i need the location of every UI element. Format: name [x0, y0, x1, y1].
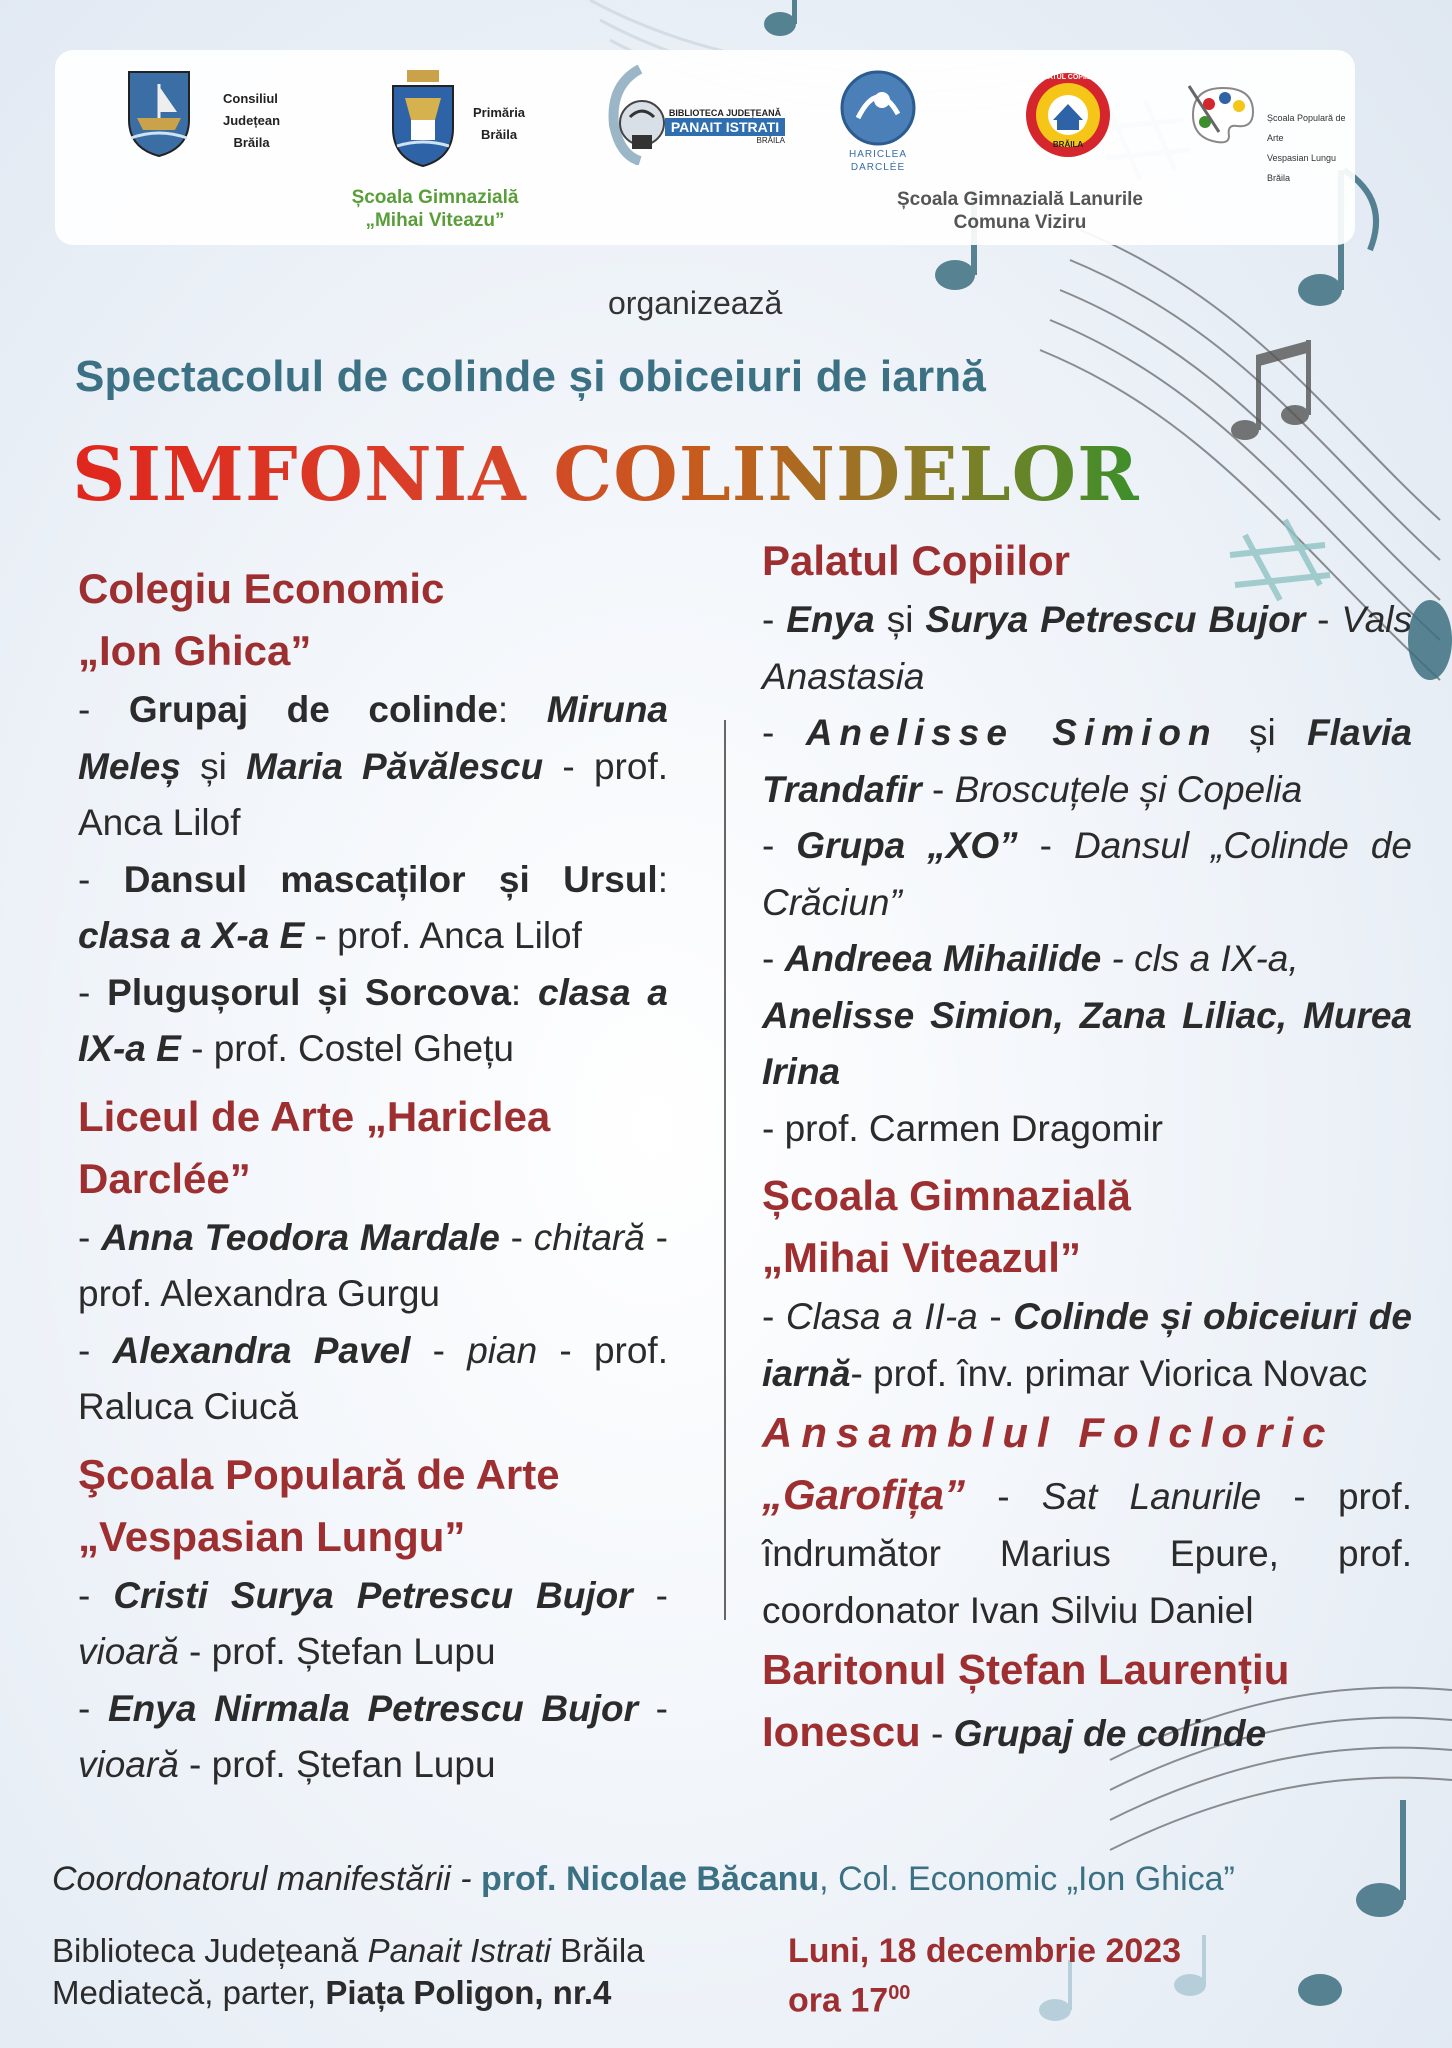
column-divider: [724, 720, 726, 1620]
event-subtitle: Spectacolul de colinde și obiceiuri de iarnă: [75, 352, 987, 401]
program-item: - Enya Nirmala Petrescu Bujor - vioară - prof. Ștefan Lupu: [78, 1687, 669, 1785]
biblioteca-panait-istrati-logo: [600, 65, 670, 165]
primaria-braila-coat-of-arms-icon: [387, 68, 459, 168]
program-item: - Alexandra Pavel - pian - prof. Raluca Ciucă: [78, 1329, 668, 1427]
hariclea-darclee-logo: [838, 68, 918, 148]
program-item: Ionescu - Grupaj de colinde: [762, 1708, 1267, 1755]
consiliu-judetean-label: Consiliul Județean Brăila: [223, 91, 281, 150]
event-main-title: SIMFONIA COLINDELOR: [72, 432, 1140, 518]
org-liceul-de-arte: Liceul de Arte „Hariclea Darclée”: [78, 1092, 551, 1202]
biblioteca-label: BIBLIOTECA JUDEȚEANĂ PANAIT ISTRATI BRĂILA: [665, 108, 785, 145]
org-scoala-gimnaziala-mihai-viteazul: Școala Gimnazială „Mihai Viteazul”: [762, 1172, 1131, 1281]
scoala-populara-logo-label: Școala Populară de Arte Vespasian Lungu Brăila: [1267, 113, 1346, 183]
org-baritonul: Baritonul Ștefan Laurențiu: [762, 1646, 1290, 1693]
event-venue: Biblioteca Județeană Panait Istrati Brăila Mediatecă, parter, Piața Poligon, nr.4: [52, 1932, 645, 2011]
palatul-copiilor-label-top: PALATUL COPIILOR: [1034, 74, 1102, 81]
program-item: - prof. Carmen Dragomir: [762, 1107, 1163, 1149]
scoala-populara-arte-palette-logo: [1183, 80, 1263, 150]
palatul-copiilor-label-bottom: BRĂILA: [1052, 140, 1084, 149]
logo-bar: [55, 50, 1355, 245]
consiliu-judetean-coat-of-arms-icon: [125, 68, 193, 158]
program-item: - Clasa a II-a - Colinde și obiceiuri de iarnă- prof. înv. primar Viorica Novac: [762, 1296, 1412, 1394]
program-item: - Cristi Surya Petrescu Bujor - vioară - prof. Ștefan Lupu: [78, 1574, 668, 1672]
program-right-column: [762, 530, 1412, 1763]
org-scoala-populara-de-arte: Şcoala Populară de Arte „Vespasian Lungu”: [78, 1450, 560, 1560]
primaria-braila-label: Primăria Brăila: [473, 105, 526, 142]
program-item: - Anelisse Simion și Flavia Trandafir - Broscuțele și Copelia: [762, 712, 1413, 810]
hariclea-darclee-label: HARICLEA DARCLÉE: [848, 149, 907, 173]
program-item: - Dansul mascaților și Ursul: clasa a X-a E - prof. Anca Lilof: [78, 858, 668, 956]
program-item: „Garofița” - Sat Lanurile - prof. îndrumător Marius Epure, prof. coordonator Ivan Silviu Daniel: [762, 1471, 1412, 1631]
program-item: - Grupaj de colinde: Miruna Meleș și Maria Păvălescu - prof. Anca Lilof: [78, 689, 669, 843]
event-coordinator: Coordonatorul manifestării - prof. Nicolae Băcanu, Col. Economic „Ion Ghica”: [52, 1860, 1235, 1898]
program-left-column: [78, 558, 668, 1794]
event-datetime: Luni, 18 decembrie 2023 ora $17^{00}$: [788, 1932, 1182, 2020]
program-item: - Plugușorul și Sorcova: clasa a IX-a E - prof. Costel Ghețu: [78, 971, 669, 1069]
school-lanurile-label: Școala Gimnazială Lanurile Comuna Viziru: [896, 189, 1144, 233]
org-colegiu-economic: Colegiu Economic „Ion Ghica”: [78, 565, 445, 674]
program-item: - Andreea Mihailide - cls a IX-a, Anelisse Simion, Zana Liliac, Murea Irina: [762, 938, 1412, 1092]
org-palatul-copiilor: Palatul Copiilor: [762, 537, 1071, 584]
school-mihai-viteazu-label: Școala Gimnazială „Mihai Viteazu”: [351, 187, 519, 231]
org-ansamblul-folcloric: Ansamblul Folcloric: [762, 1409, 1335, 1456]
organizeaza-text: organizează: [608, 285, 783, 321]
program-item: - Anna Teodora Mardale - chitară - prof. Alexandra Gurgu: [78, 1216, 668, 1314]
program-item: - Enya și Surya Petrescu Bujor - Vals Anastasia: [762, 599, 1412, 697]
program-item: - Grupa „XO” - Dansul „Colinde de Crăciun”: [762, 825, 1413, 923]
